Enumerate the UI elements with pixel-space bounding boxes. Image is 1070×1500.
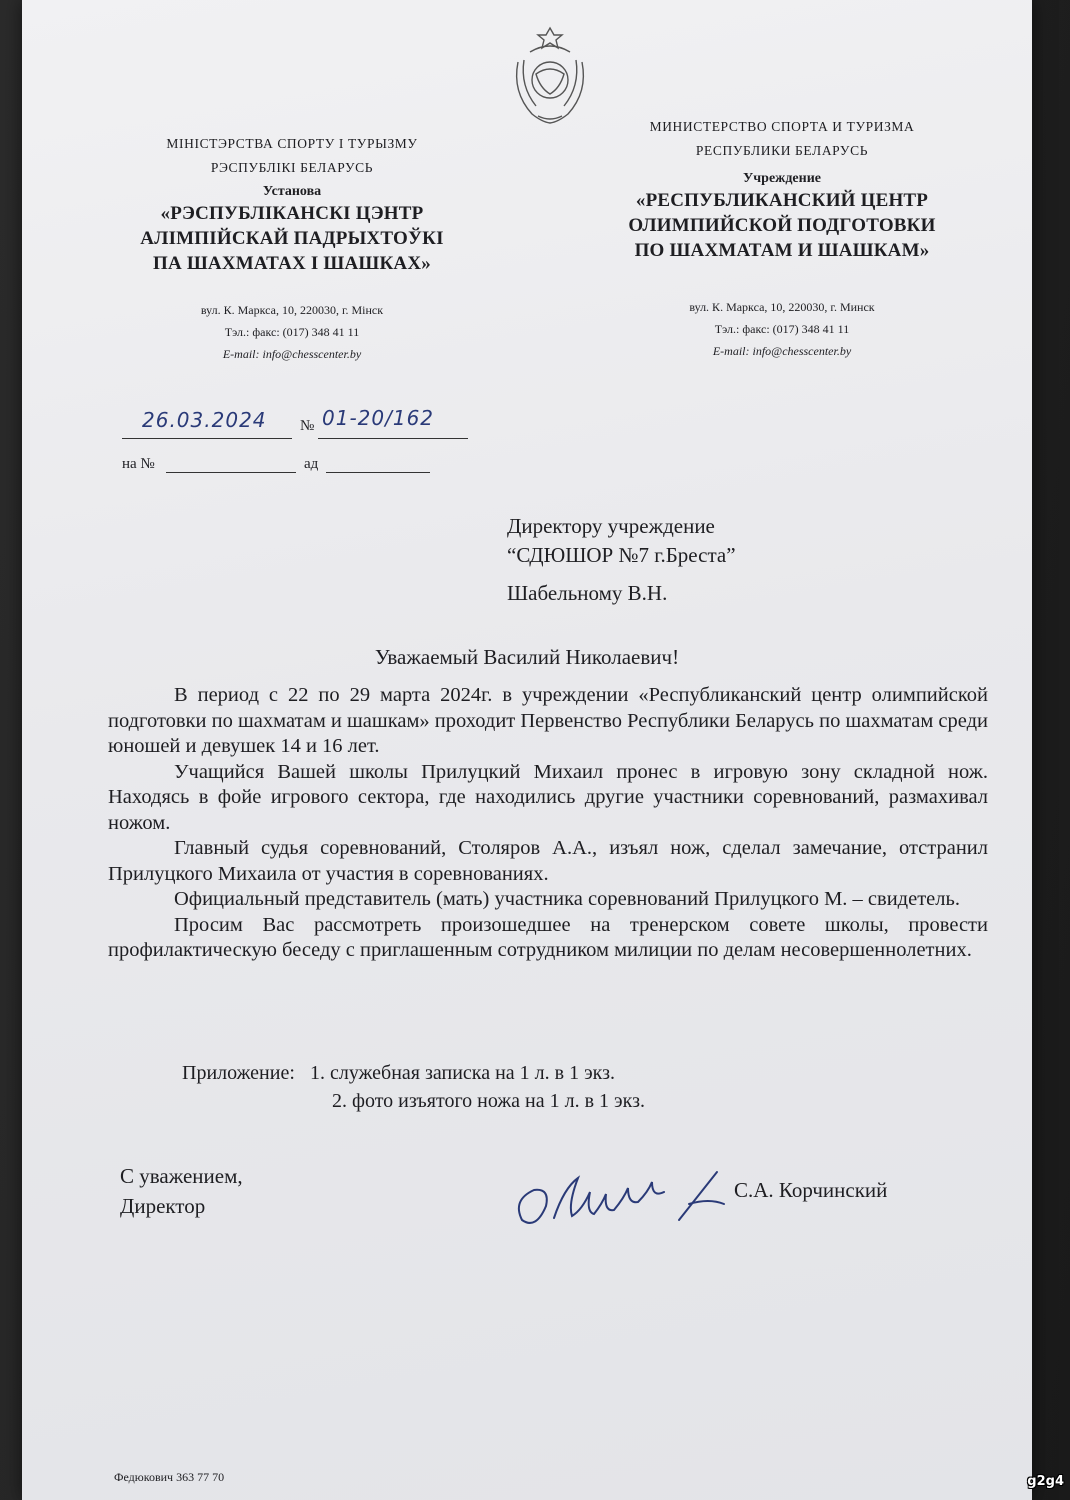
registration-number-sign: № <box>300 418 315 434</box>
addressee-line1: Директору учреждение <box>507 514 715 538</box>
phone-ru: Тэл.: факс: (017) 348 41 11 <box>714 322 850 336</box>
state-emblem-icon <box>500 22 600 127</box>
header-russian <box>592 115 972 362</box>
ministry-name-be-line2: РЭСПУБЛІКІ БЕЛАРУСЬ <box>210 160 374 175</box>
addressee-line3: Шабельному В.Н. <box>507 581 668 605</box>
signer-name: С.А. Корчинский <box>734 1178 888 1202</box>
ministry-name-ru-line2: РЕСПУБЛИКИ БЕЛАРУСЬ <box>695 143 869 158</box>
letter-page <box>22 0 1032 1500</box>
body-paragraph: Просим Вас рассмотреть произошедшее на тренерском совете школы, провести профилактическую беседу с приглашенным сотрудником милиции по делам несовершеннолетних. <box>108 913 988 961</box>
reference-label: на № <box>122 456 155 472</box>
header-belarusian <box>112 132 472 365</box>
institution-name-ru-line3: ПО ШАХМАТАМ И ШАШКАМ» <box>634 240 930 261</box>
handwritten-signature <box>504 1160 744 1240</box>
body-paragraph: Учащийся Вашей школы Прилуцкий Михаил пронес в игровую зону складной нож. Находясь в фойе игрового сектора, где находились другие участники соревнований, размахивал ножом. <box>108 760 988 834</box>
closing-position: Директор <box>120 1194 206 1218</box>
attachment-item-2: 2. фото изъятого ножа на 1 л. в 1 экз. <box>332 1090 645 1112</box>
ministry-name-be-line1: МІНІСТЭРСТВА СПОРТУ І ТУРЫЗМУ <box>166 136 418 151</box>
addressee-line2: “СДЮШОР №7 г.Бреста” <box>507 543 736 567</box>
institution-name-be-line3: ПА ШАХМАТАХ І ШАШКАХ» <box>153 253 431 274</box>
body-paragraph: Официальный представитель (мать) участника соревнований Прилуцкого М. – свидетель. <box>174 888 960 910</box>
institution-name-ru-line2: ОЛИМПИЙСКОЙ ПОДГОТОВКИ <box>628 215 936 236</box>
from-underline <box>326 472 430 473</box>
date-underline <box>122 438 292 439</box>
ministry-name-ru-line1: МИНИСТЕРСТВО СПОРТА И ТУРИЗМА <box>649 119 915 134</box>
institution-name-be-line1: «РЭСПУБЛІКАНСКІ ЦЭНТР <box>160 203 424 224</box>
institution-name-ru-line1: «РЕСПУБЛИКАНСКИЙ ЦЕНТР <box>635 190 929 211</box>
body-paragraph: Главный судья соревнований, Столяров А.А., изъял нож, сделал замечание, отстранил Прилуцкого Михаила от участия в соревнованиях. <box>108 837 988 885</box>
email-ru: E-mail: info@chesscenter.by <box>712 344 852 358</box>
attachment-item-1: 1. служебная записка на 1 л. в 1 экз. <box>310 1062 616 1084</box>
from-label: ад <box>304 456 319 472</box>
closing-block <box>120 1161 243 1221</box>
executor-footer: Федюкович 363 77 70 <box>114 1470 225 1484</box>
watermark: g2g4 <box>1027 1474 1064 1489</box>
address-be: вул. К. Маркса, 10, 220030, г. Мінск <box>200 303 384 317</box>
addressee-block <box>507 512 947 608</box>
institution-type-ru: Учреждение <box>743 171 821 186</box>
letter-body <box>108 683 988 964</box>
registration-date: 26.03.2024 <box>142 408 267 432</box>
body-paragraph: В период с 22 по 29 марта 2024г. в учреждении «Республиканский центр олимпийской подготовки по шахматам и шашкам» проходит Первенство Республики Беларусь по шахматам среди юношей и девушек 14 и 16 лет. <box>108 684 988 757</box>
number-underline <box>318 438 468 439</box>
phone-be: Тэл.: факс: (017) 348 41 11 <box>224 325 360 339</box>
institution-name-be-line2: АЛІМПІЙСКАЙ ПАДРЫХТОЎКІ <box>140 228 444 249</box>
attachments-label: Приложение: <box>182 1062 295 1084</box>
registration-number: 01-20/162 <box>322 406 435 430</box>
institution-type-be: Установа <box>262 184 322 199</box>
closing-regards: С уважением, <box>120 1164 243 1188</box>
email-be: E-mail: info@chesscenter.by <box>222 347 362 361</box>
address-ru: вул. К. Маркса, 10, 220030, г. Минск <box>689 300 875 314</box>
reference-underline <box>166 472 296 473</box>
salutation: Уважаемый Василий Николаевич! <box>374 645 680 669</box>
